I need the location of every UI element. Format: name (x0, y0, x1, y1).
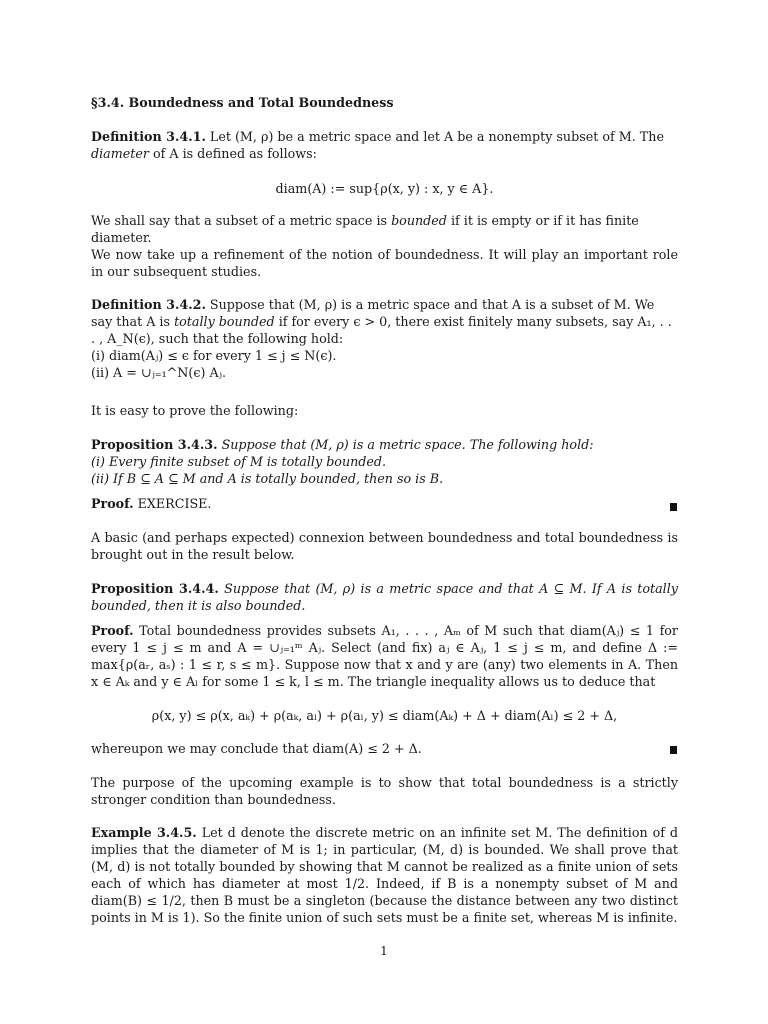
definition-item-1: (i) diam(Aⱼ) ≤ ϵ for every 1 ≤ j ≤ N(ϵ). (91, 348, 337, 363)
section-title: §3.4. Boundedness and Total Boundedness (91, 95, 394, 110)
qed-square-icon (670, 503, 677, 511)
refinement-paragraph: We now take up a refinement of the notion of boundedness. It will play an important role in our subsequent studies. (91, 247, 678, 279)
connexion-paragraph: A basic (and perhaps expected) connexion between boundedness and total boundedness is brought out in the result below. (91, 530, 678, 562)
definition-text: Let (M, ρ) be a metric space and let A be a nonempty subset of M. The (209, 129, 664, 144)
example-3-4-5 (91, 824, 678, 926)
definition-3-4-1 (91, 128, 678, 162)
proposition-label: Proposition 3.4.4. (91, 581, 219, 596)
proposition-label: Proposition 3.4.3. (91, 437, 218, 452)
diameter-formula: diam(A) := sup{ρ(x, y) : x, y ∈ A}. (275, 181, 494, 196)
proposition-statement: Suppose that (M, ρ) is a metric space and that A ⊆ M. If A is totally bounded, then it is also bounded. (91, 581, 678, 613)
proof-3-4-3 (91, 495, 678, 512)
example-label: Example 3.4.5. (91, 825, 197, 840)
example-text: Let d denote the discrete metric on an infinite set M. The definition of d implies that the diameter of M is 1; in particular, (M, d) is bounded. We shall prove that (M, d) is not totally bounded by showing that M cannot be realized as a finite union of sets each of which has diameter at most 1/2. Indeed, if B is a nonempty subset of M and diam(B) ≤ 1/2, then B must be a singleton (because the distance between any two distinct points in M is 1). So the finite union of such sets must be a finite set, whereas M is infinite. (91, 825, 678, 925)
proof-text: EXERCISE. (137, 496, 212, 511)
proposition-item-2: (ii) If B ⊆ A ⊆ M and A is totally bounded, then so is B. (91, 471, 444, 486)
bounded-paragraph (91, 212, 678, 246)
page-number: 1 (380, 944, 388, 958)
proposition-statement: Suppose that (M, ρ) is a metric space. The following hold: (221, 437, 594, 452)
definition-item-2: (ii) A = ∪ⱼ₌₁^N(ϵ) Aⱼ. (91, 365, 226, 380)
proposition-item-1: (i) Every finite subset of M is totally bounded. (91, 454, 387, 469)
term-diameter: diameter (91, 146, 149, 161)
paragraph-text: if it is empty or if it has finite diameter. (91, 213, 639, 245)
proposition-3-4-3 (91, 436, 678, 487)
definition-label: Definition 3.4.1. (91, 129, 206, 144)
qed-square-icon (670, 746, 677, 754)
definition-3-4-2 (91, 296, 678, 381)
definition-text: of A is defined as follows: (153, 146, 317, 161)
easy-paragraph: It is easy to prove the following: (91, 403, 299, 418)
proof-text: Total boundedness provides subsets A₁, . . . , Aₘ of M such that diam(Aⱼ) ≤ 1 for every 1 ≤ j ≤ m and A = ∪ⱼ₌₁ᵐ Aⱼ. Select (and fix) aⱼ ∈ Aⱼ, 1 ≤ j ≤ m, and define Δ := max{ρ(aᵣ, aₛ) : 1 ≤ r, s ≤ m}. Suppose now that x and y are (any) two elements in A. Then x ∈ Aₖ and y ∈ Aₗ for some 1 ≤ k, l ≤ m. The triangle inequality allows us to deduce that (91, 623, 678, 689)
proof-conclusion: whereupon we may conclude that diam(A) ≤ 2 + Δ. (91, 741, 422, 756)
definition-text: Suppose that (M, ρ) is a metric space and that A is a subset of M. We say that A is (91, 297, 655, 329)
proof-3-4-4 (91, 622, 678, 690)
definition-label: Definition 3.4.2. (91, 297, 206, 312)
definition-text: if for every ϵ > 0, there exist finitely many subsets, say A₁, . . . , A_N(ϵ), such that the following hold: (91, 314, 672, 346)
purpose-paragraph: The purpose of the upcoming example is to show that total boundedness is a strictly stronger condition than boundedness. (91, 775, 678, 807)
proof-label: Proof. (91, 623, 134, 638)
paragraph-text: We shall say that a subset of a metric space is (91, 213, 388, 228)
term-bounded: bounded (391, 213, 447, 228)
proposition-3-4-4 (91, 580, 678, 614)
proof-label: Proof. (91, 496, 134, 511)
triangle-inequality-formula: ρ(x, y) ≤ ρ(x, aₖ) + ρ(aₖ, aₗ) + ρ(aₗ, y) ≤ diam(Aₖ) + Δ + diam(Aₗ) ≤ 2 + Δ, (151, 708, 618, 723)
term-totally-bounded: totally bounded (174, 314, 275, 329)
